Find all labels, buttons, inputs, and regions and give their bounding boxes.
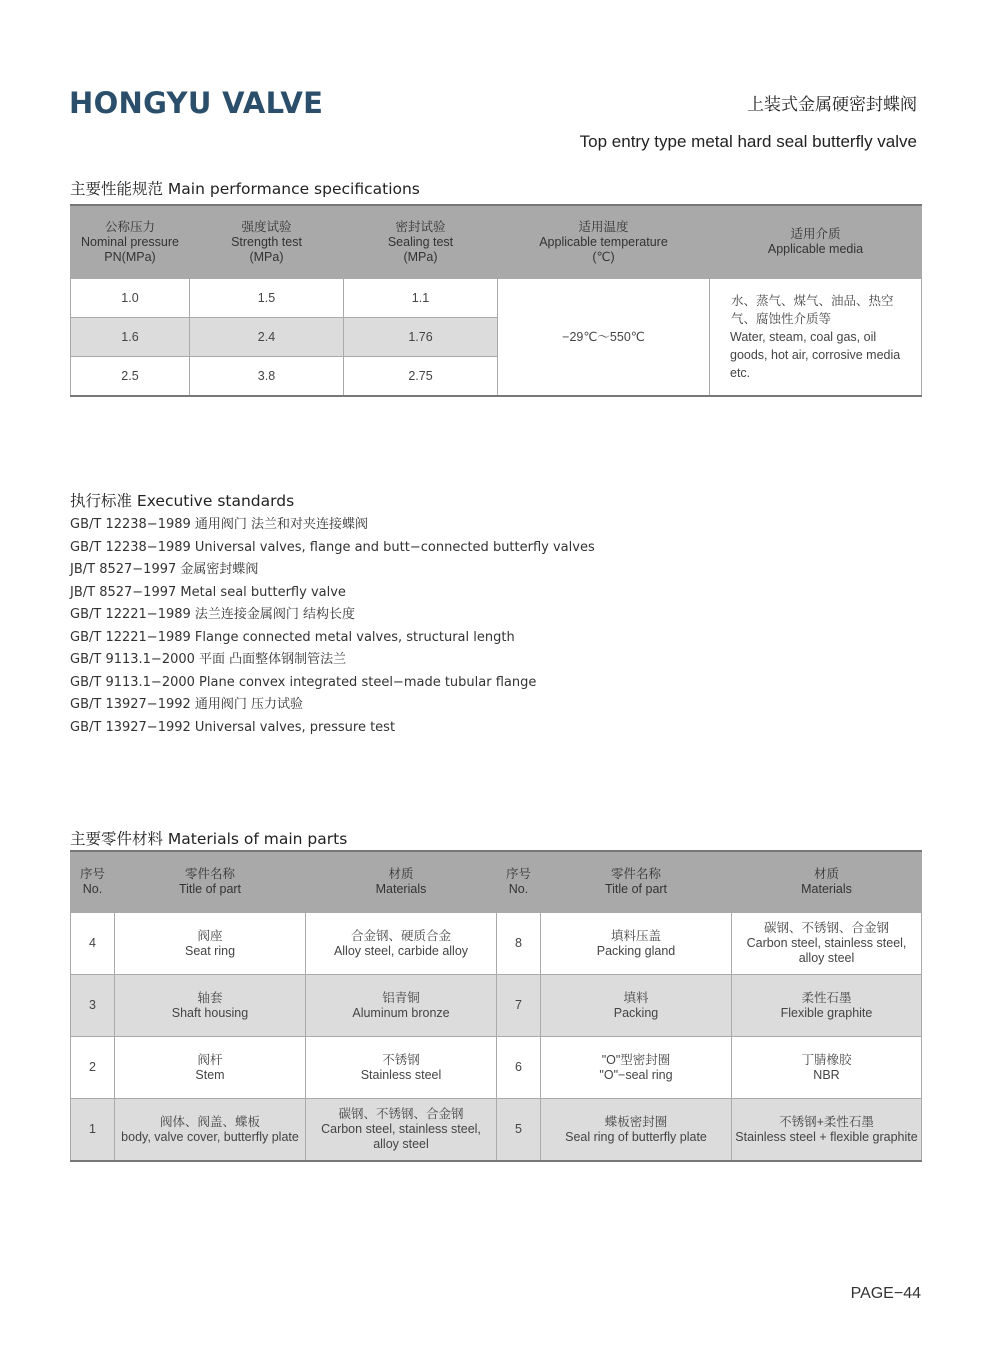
header-no: 序号 No. — [71, 851, 115, 913]
cell-media — [710, 279, 922, 397]
cell-strength: 3.8 — [190, 357, 344, 397]
cell-material: 碳钢、不锈钢、合金钢 Carbon steel, stainless steel, alloy steel — [732, 913, 922, 975]
cell-material: 铝青铜 Aluminum bronze — [306, 975, 497, 1037]
cell-pressure: 1.6 — [71, 318, 190, 357]
cell-pressure: 2.5 — [71, 357, 190, 397]
standard-item: GB/T 13927−1992 Universal valves, pressure test — [70, 719, 396, 735]
product-title-en: Top entry type metal hard seal butterfly valve — [579, 132, 917, 151]
cell-no: 6 — [497, 1037, 541, 1099]
standard-item: GB/T 12238−1989 Universal valves, flange and butt−connected butterfly valves — [70, 539, 595, 555]
cell-part: 轴套 Shaft housing — [115, 975, 306, 1037]
performance-header-row — [71, 205, 922, 279]
standard-item: GB/T 12238−1989 通用阀门 法兰和对夹连接蝶阀 — [70, 517, 369, 532]
cell-material: 柔性石墨 Flexible graphite — [732, 975, 922, 1037]
standard-item: GB/T 9113.1−2000 Plane convex integrated steel−made tubular flange — [70, 674, 537, 690]
cell-material: 碳钢、不锈钢、合金钢 Carbon steel, stainless steel, alloy steel — [306, 1099, 497, 1162]
header-nominal-pressure: 公称压力 Nominal pressure PN(MPa) — [71, 205, 190, 279]
standards-section-title: 执行标准 Executive standards — [70, 492, 295, 510]
cell-part: 阀座 Seat ring — [115, 913, 306, 975]
performance-table — [70, 204, 922, 397]
header-materials: 材质 Materials — [732, 851, 922, 913]
table-row — [71, 1037, 922, 1099]
table-row — [71, 1099, 922, 1162]
cell-no: 1 — [71, 1099, 115, 1162]
cell-material: 不锈钢 Stainless steel — [306, 1037, 497, 1099]
cell-part: 填料压盖 Packing gland — [541, 913, 732, 975]
page-number: PAGE−44 — [850, 1285, 921, 1302]
standard-item: JB/T 8527−1997 Metal seal butterfly valve — [70, 584, 346, 600]
standard-item: GB/T 12221−1989 Flange connected metal valves, structural length — [70, 629, 515, 645]
standard-item: GB/T 13927−1992 通用阀门 压力试验 — [70, 697, 304, 712]
cell-no: 5 — [497, 1099, 541, 1162]
cell-no: 7 — [497, 975, 541, 1037]
cell-pressure: 1.0 — [71, 279, 190, 318]
materials-header-row — [71, 851, 922, 913]
cell-material: 合金钢、硬质合金 Alloy steel, carbide alloy — [306, 913, 497, 975]
header-materials: 材质 Materials — [306, 851, 497, 913]
header-part: 零件名称 Title of part — [541, 851, 732, 913]
materials-table — [70, 850, 922, 1162]
cell-sealing: 2.75 — [344, 357, 498, 397]
table-row — [71, 279, 922, 318]
standard-item: GB/T 9113.1−2000 平面 凸面整体钢制管法兰 — [70, 652, 347, 667]
cell-material: 丁腈橡胶 NBR — [732, 1037, 922, 1099]
media-en: Water, steam, coal gas, oil goods, hot air, corrosive media etc. — [730, 330, 901, 380]
cell-no: 3 — [71, 975, 115, 1037]
cell-no: 8 — [497, 913, 541, 975]
cell-no: 4 — [71, 913, 115, 975]
header-part: 零件名称 Title of part — [115, 851, 306, 913]
cell-temperature: −29℃～550℃ — [498, 279, 710, 397]
standard-item: JB/T 8527−1997 金属密封蝶阀 — [70, 562, 259, 577]
table-row — [71, 913, 922, 975]
cell-strength: 2.4 — [190, 318, 344, 357]
header-sealing-test: 密封试验 Sealing test (MPa) — [344, 205, 498, 279]
cell-part: "O"型密封圈 "O"−seal ring — [541, 1037, 732, 1099]
header-temperature: 适用温度 Applicable temperature (℃) — [498, 205, 710, 279]
header-strength-test: 强度试验 Strength test (MPa) — [190, 205, 344, 279]
standards-list — [70, 514, 595, 739]
cell-part: 蝶板密封圈 Seal ring of butterfly plate — [541, 1099, 732, 1162]
brand-logo: HONGYU VALVE — [69, 86, 324, 120]
header-media: 适用介质 Applicable media — [710, 205, 922, 279]
cell-no: 2 — [71, 1037, 115, 1099]
cell-material: 不锈钢+柔性石墨 Stainless steel + flexible graphite — [732, 1099, 922, 1162]
cell-strength: 1.5 — [190, 279, 344, 318]
performance-section-title: 主要性能规范 Main performance specifications — [70, 180, 420, 198]
cell-part: 阀体、阀盖、蝶板 body, valve cover, butterfly plate — [115, 1099, 306, 1162]
materials-section-title: 主要零件材料 Materials of main parts — [70, 830, 348, 848]
product-title-cn: 上装式金属硬密封蝶阀 — [747, 95, 917, 115]
cell-sealing: 1.1 — [344, 279, 498, 318]
cell-sealing: 1.76 — [344, 318, 498, 357]
cell-part: 阀杆 Stem — [115, 1037, 306, 1099]
standard-item: GB/T 12221−1989 法兰连接金属阀门 结构长度 — [70, 607, 356, 622]
header-no: 序号 No. — [497, 851, 541, 913]
cell-part: 填料 Packing — [541, 975, 732, 1037]
media-cn: 水、蒸气、煤气、油品、热空气、腐蚀性介质等 — [731, 294, 894, 326]
table-row — [71, 975, 922, 1037]
